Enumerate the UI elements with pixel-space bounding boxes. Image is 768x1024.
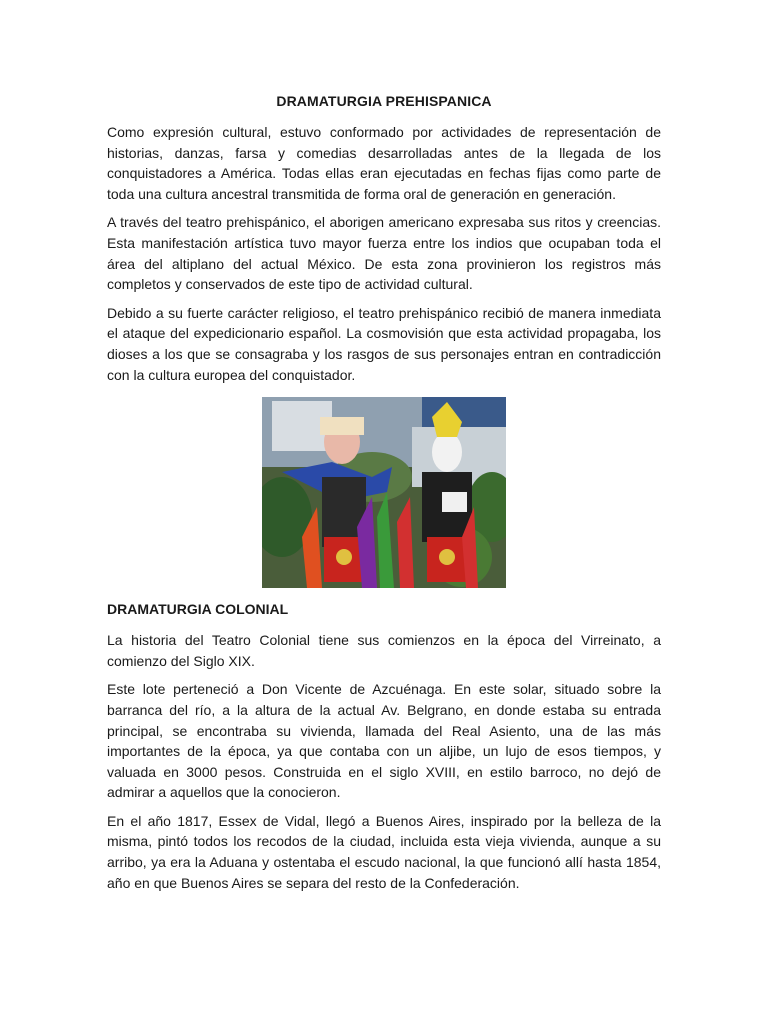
- paragraph: La historia del Teatro Colonial tiene sus comienzos en la época del Virreinato, a comienzo del Siglo XIX.: [107, 632, 661, 669]
- paragraph: Debido a su fuerte carácter religioso, el teatro prehispánico recibió de manera inmediata el ataque del expedicionario español. La cosmovisión que esta actividad propagaba, los dioses a los que se consagraba y los rasgos de sus personajes entran en contradicción con la cultura europea del conquistador.: [107, 304, 661, 383]
- paragraph: Este lote perteneció a Don Vicente de Azcuénaga. En este solar, situado sobre la barranca del río, a la altura de la actual Av. Belgrano, en donde estaba su entrada principal, se encontraba su vivienda, llamada del Real Asiento, una de las más importantes de la época, ya que contaba con un aljibe, un lujo de esos tiempos, y valuada en 3000 pesos. Construida en el siglo XVIII, en estilo barroco, no dejó de admirar a aquellos que la conocieron.: [107, 681, 661, 801]
- paragraph: A través del teatro prehispánico, el aborigen americano expresaba sus ritos y creencias. Esta manifestación artística tuvo mayor fuerza entre los indios que ocupaban toda el área del altiplano del actual México. De esta zona provinieron los registros más completos y conservados de este tipo de actividad cultural.: [107, 214, 661, 293]
- section-heading-colonial: DRAMATURGIA COLONIAL: [107, 601, 289, 618]
- paragraph: Como expresión cultural, estuvo conformado por actividades de representación de historias, danzas, farsa y comedias desarrolladas antes de la llegada de los conquistadores a América. Todas ellas eran ejecutadas en fechas fijas como parte de toda una cultura ancestral transmitida de forma oral de generación en generación.: [107, 124, 661, 202]
- section-heading-prehispanica: DRAMATURGIA PREHISPANICA: [276, 93, 492, 109]
- paragraph: En el año 1817, Essex de Vidal, llegó a Buenos Aires, inspirado por la belleza de la misma, pintó todos los recodos de la ciudad, incluida esta vieja vivienda, aunque a su arribo, ya era la Aduana y ostentaba el escudo nacional, la que funcionó allí hasta 1854, año en que Buenos Aires se separa del resto de la Confederación.: [107, 812, 661, 891]
- dancers-photo: [262, 397, 506, 588]
- document-page: [107, 92, 661, 901]
